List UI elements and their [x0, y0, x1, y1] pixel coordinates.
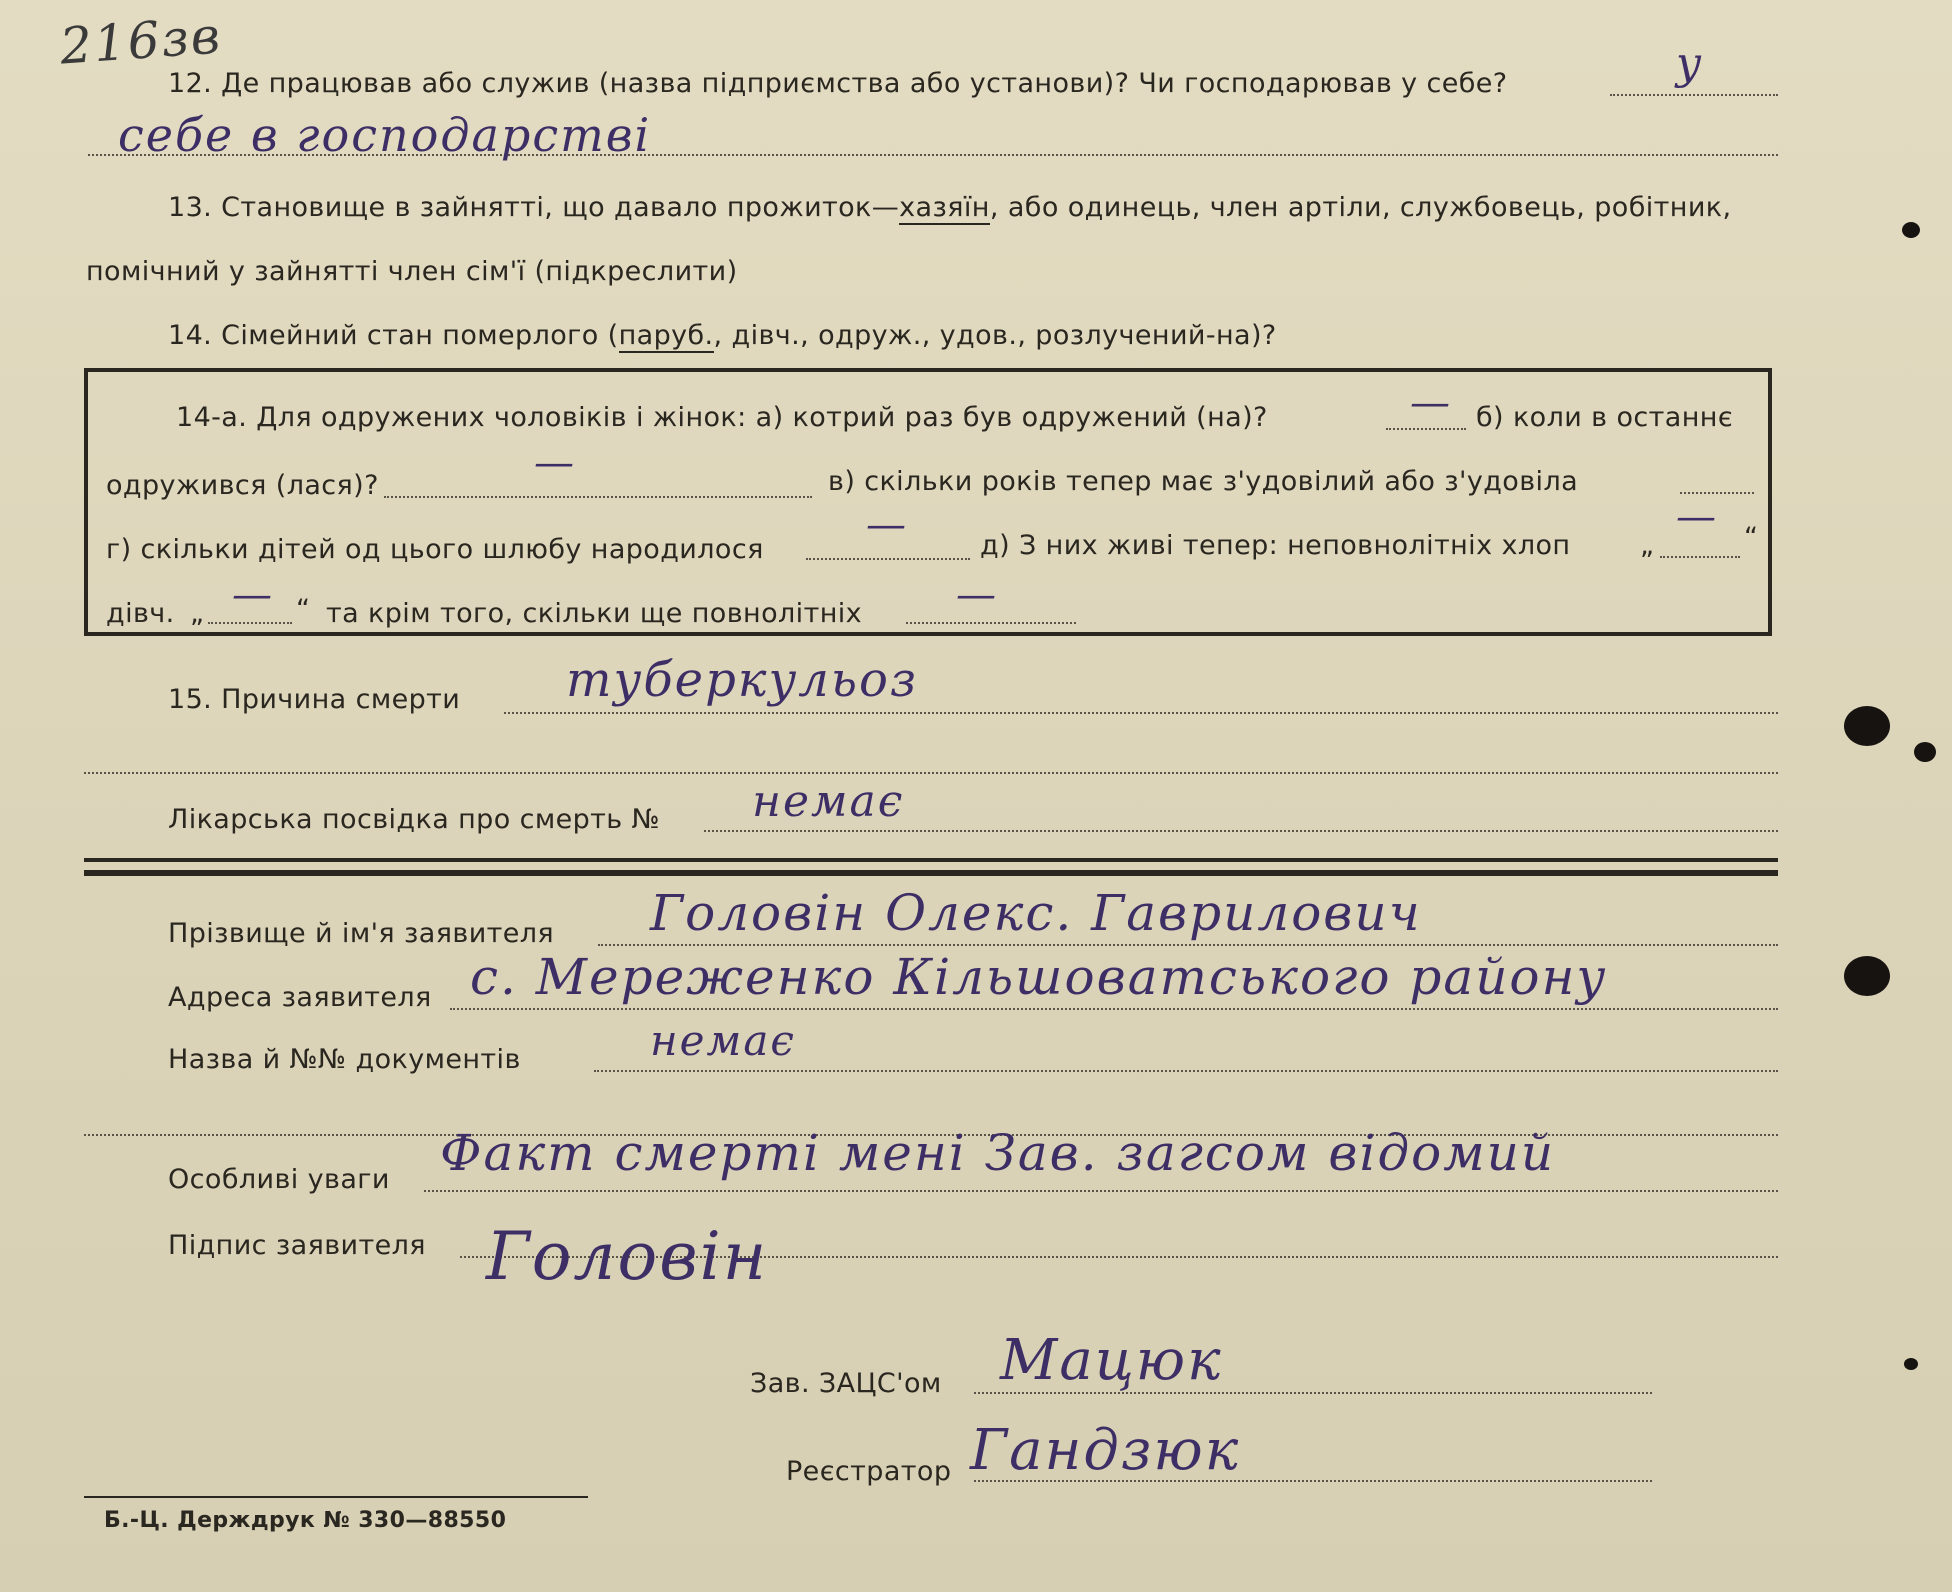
q14a-line2b: в) скільки років тепер має з'удовілий або з'удовіла [828, 466, 1579, 497]
q12-label: 12. Де працював або служив (назва підприємства або установи)? Чи господарював у себе? [168, 68, 1508, 99]
applicant-docs-line [594, 1070, 1778, 1072]
q14a-line2a: одружився (лася)? [106, 470, 379, 501]
q14a-line3-quote-close: “ [1744, 522, 1759, 553]
registrar-signature: Гандзюк [970, 1418, 1241, 1483]
q13-line2: помічний у зайнятті член сім'ї (підкреслити) [86, 256, 738, 287]
applicant-notes-line [424, 1190, 1778, 1192]
q13-line1-after: , або одинець, член артіли, службовець, робітник, [989, 192, 1732, 223]
q14a-line2-dots [384, 496, 812, 498]
medical-line [704, 830, 1778, 832]
footer-rule [84, 1496, 588, 1498]
q14a-line3-dash: — [866, 502, 908, 548]
binding-hole [1914, 742, 1936, 762]
q13-line1 [168, 192, 1732, 223]
q13-line1-before: 13. Становище в зайнятті, що давало прожиток— [168, 192, 900, 223]
q12-dotted-line [1610, 94, 1778, 96]
q15-line [504, 712, 1778, 714]
applicant-notes-label: Особливі уваги [168, 1164, 390, 1195]
q14a-line1a: 14-а. Для одружених чоловіків і жінок: а) котрий раз був одружений (на)? [176, 402, 1268, 433]
q14-before: 14. Сімейний стан померлого ( [168, 320, 619, 351]
section-double-rule-bottom [84, 870, 1778, 876]
medical-label: Лікарська посвідка про смерть № [168, 804, 661, 835]
medical-answer: немає [752, 776, 905, 827]
q14a-line1-dots [1386, 428, 1466, 430]
q15-answer: туберкульоз [566, 652, 919, 708]
q14a-line4-dash: — [232, 572, 274, 618]
q14a-line4a: дівч. [106, 598, 175, 629]
q13-selected-option: хазяїн [899, 192, 990, 223]
binding-hole [1904, 1358, 1918, 1370]
q14-line [168, 320, 1277, 351]
q14a-line4b-dots [906, 622, 1076, 624]
q14a-line4b: та крім того, скільки ще повнолітніх [326, 598, 863, 629]
q14-after: , дівч., одруж., удов., розлучений-на)? [713, 320, 1277, 351]
q14-selected-option: паруб. [618, 320, 714, 351]
q15-label: 15. Причина смерти [168, 684, 461, 715]
applicant-docs-value: немає [650, 1016, 796, 1065]
head-signature: Мацюк [1000, 1328, 1223, 1393]
applicant-docs-label: Назва й №№ документів [168, 1044, 521, 1075]
q14a-line3-dots [806, 558, 970, 560]
binding-hole [1844, 706, 1890, 746]
q14a-line4-quote-open: „ [190, 598, 205, 629]
q14a-line3a: г) скільки дітей од цього шлюбу народилося [106, 534, 764, 565]
applicant-name-value: Головін Олекс. Гаврилович [650, 884, 1422, 942]
archive-mark: 216зв [58, 6, 224, 76]
q14a-line3-quote-open: „ [1640, 530, 1655, 561]
applicant-notes-value: Факт смерті мені Зав. загсом відомий [440, 1124, 1556, 1182]
head-label: Зав. ЗАЦС'ом [750, 1368, 942, 1399]
binding-hole [1844, 956, 1890, 996]
applicant-signature-label: Підпис заявителя [168, 1230, 426, 1261]
applicant-address-label: Адреса заявителя [168, 982, 432, 1013]
q14a-line4-quote-close: “ [296, 594, 311, 625]
q14a-line1-dash: — [1410, 380, 1452, 426]
q14a-line3b-dash: — [1676, 494, 1718, 540]
q14a-line1b: б) коли в останнє [1476, 402, 1734, 433]
q15-second-line [84, 772, 1778, 774]
q14a-line3b-dots [1660, 556, 1740, 558]
section-double-rule-top [84, 858, 1778, 862]
printer-imprint: Б.-Ц. Держдрук № 330—88550 [104, 1508, 507, 1533]
q14a-line2-dash: — [534, 440, 576, 486]
applicant-name-label: Прізвище й ім'я заявителя [168, 918, 555, 949]
q14a-line3b: д) З них живі тепер: неповнолітніх хлоп [980, 530, 1571, 561]
applicant-name-line [598, 944, 1778, 946]
q12-answer: себе в господарстві [118, 108, 652, 162]
applicant-address-line [450, 1008, 1778, 1010]
q14a-line4-dots [208, 622, 292, 624]
registrar-label: Реєстратор [786, 1456, 952, 1487]
applicant-signature: Головін [486, 1218, 769, 1295]
q14a-line4b-dash: — [956, 572, 998, 618]
binding-hole [1902, 222, 1920, 238]
q12-answer-inline: у [1676, 38, 1704, 89]
applicant-address-value: с. Мереженко Кільшоватського району [470, 948, 1608, 1006]
